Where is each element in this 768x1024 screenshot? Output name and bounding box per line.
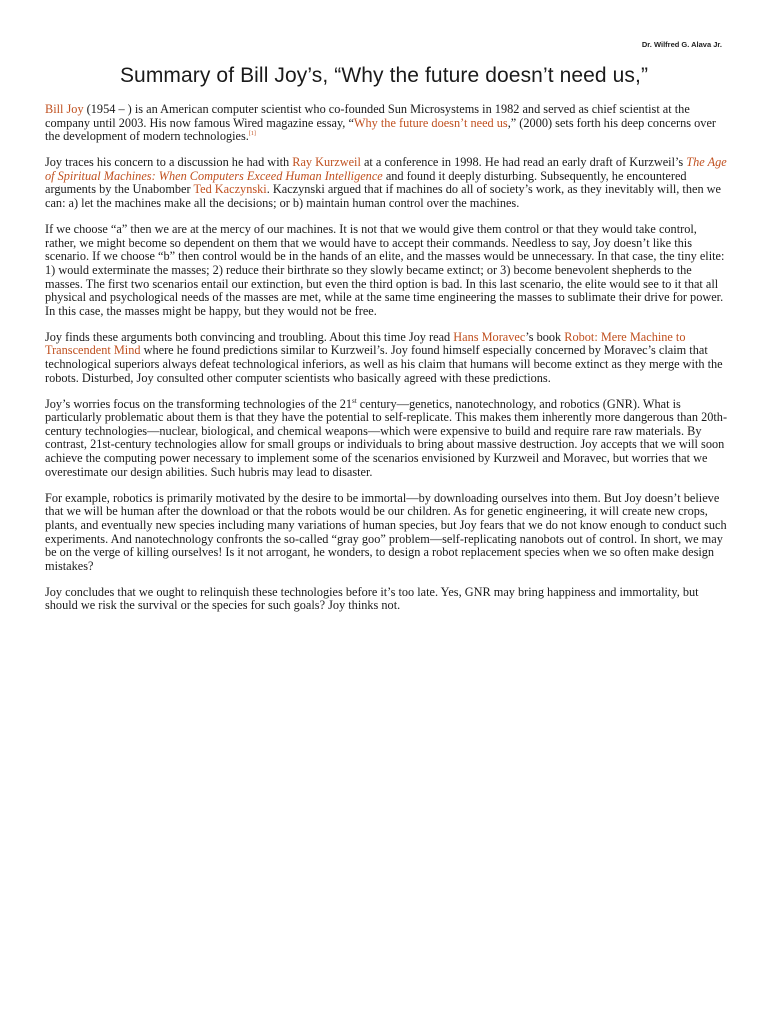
paragraph-examples: For example, robotics is primarily motivated by the desire to be immortal—by downloading ourselves into them. But Joy doesn’t believe that we will be human after the download or that the robots would be our children. As for genetic engineering, it will create new crops, plants, and eventually new species including many variations of human species, but Joy fears that we do not know enough to conduct such experiments. And nanotechnology confronts the so-called “gray goo” problem—self-replicating nanobots out of control. In short, we may be on the verge of killing ourselves! Is it not arrogant, he wonders, to design a robot replacement species when we so often make design mistakes?: [45, 490, 727, 573]
paragraph-text: century—genetics, nanotechnology, and robotics (GNR). What is particularly problematic about them is that they have the potential to self-replicate. This makes them inherently more dangerous than 20th-century technologies—nuclear, biological, and chemical weapons—which were expensive to build and require rare raw materials. By contrast, 21st-century technologies allow for small groups or individuals to bring about massive destruction. Joy accepts that we will soon achieve the computing power necessary to implement some of the scenarios envisioned by Kurzweil and Moravec, but worries that we overestimate our design abilities. Such hubris may lead to disaster.: [45, 396, 728, 479]
link-essay[interactable]: Why the future doesn’t need us: [353, 115, 508, 130]
paragraph-text: ,” (2000) sets forth his deep concerns over the development of modern technologies.: [45, 115, 716, 144]
paragraph-scenarios: If we choose “a” then we are at the mercy of our machines. It is not that we would give them control or that they would take control, rather, we might become so dependent on them that we would have to accept their commands. Needless to say, Joy doesn’t like this scenario. If we choose “b” then control would be in the hands of an elite, and the masses would be unnecessary. In that case, the tiny elite: 1) would exterminate the masses; 2) reduce their birthrate so they slowly became extinct; or 3) become benevolent shepherds to the masses. The first two scenarios entail our extinction, but even the third option is bad. In this last scenario, the elite would see to it that all physical and psychological needs of the masses are met, while at the same time engineering the masses to sublimate their drive for power. In this case, the masses might be happy, but they would not be free.: [45, 222, 725, 318]
paragraph-moravec: [45, 331, 728, 385]
paragraph-text: and found it deeply disturbing. Subsequently, he encountered arguments by the Unabomber: [45, 168, 687, 197]
link-hans-moravec[interactable]: Hans Moravec: [453, 329, 526, 344]
paragraph-text: ’s book: [525, 329, 565, 344]
paragraph-text: . Kaczynski argued that if machines do all of society’s work, as they inevitably will, then we can: a) let the machines make all the decisions; or b) maintain human control over the machines.: [45, 182, 722, 211]
link-spiritual-machines[interactable]: The Age of Spiritual Machines: When Computers Exceed Human Intelligence: [45, 155, 727, 183]
paragraph-text: (1954 – ) is an American computer scientist who co-founded Sun Microsystems in 1982 and served as chief scientist at the company until 2003. His now famous Wired magazine essay, “: [45, 102, 690, 130]
author-name: Dr. Wilfred G. Alava Jr.: [641, 40, 722, 49]
paragraph-text: Joy finds these arguments both convincing and troubling. About this time Joy read: [45, 329, 454, 344]
paragraph-intro: [45, 103, 728, 144]
paragraph-conclusion: Joy concludes that we ought to relinquish these technologies before it’s too late. Yes, GNR may bring happiness and immortality, but should we risk the survival or the species for such goals? Joy thinks not.: [45, 584, 699, 613]
paragraph-kurzweil: [45, 156, 728, 210]
link-ray-kurzweil[interactable]: Ray Kurzweil: [292, 155, 361, 170]
link-robot-book[interactable]: Robot: Mere Machine to Transcendent Mind: [45, 329, 686, 358]
paragraph-text: Joy’s worries focus on the transforming technologies of the 21: [45, 396, 353, 411]
superscript-st: st: [352, 396, 357, 405]
link-ted-kaczynski[interactable]: Ted Kaczynski: [193, 182, 267, 197]
page-title: Summary of Bill Joy’s, “Why the future doesn’t need us,”: [119, 64, 649, 87]
paragraph-text: where he found predictions similar to Kurzweil’s. Joy found himself especially concerned by Moravec’s claim that technological superiors always defeat technological inferiors, as well as his claim that humans will become extinct as they merge with the robots. Disturbed, Joy consulted other computer scientists who basically agreed with these predictions.: [45, 343, 723, 385]
paragraph-gnr: [45, 398, 728, 480]
paragraph-text: Joy traces his concern to a discussion he had with: [45, 155, 293, 170]
paragraph-text: at a conference in 1998. He had read an early draft of Kurzweil’s: [360, 155, 687, 170]
footnote-link[interactable]: [1]: [248, 131, 256, 138]
document-body: [45, 103, 728, 626]
link-bill-joy[interactable]: Bill Joy: [45, 102, 84, 116]
